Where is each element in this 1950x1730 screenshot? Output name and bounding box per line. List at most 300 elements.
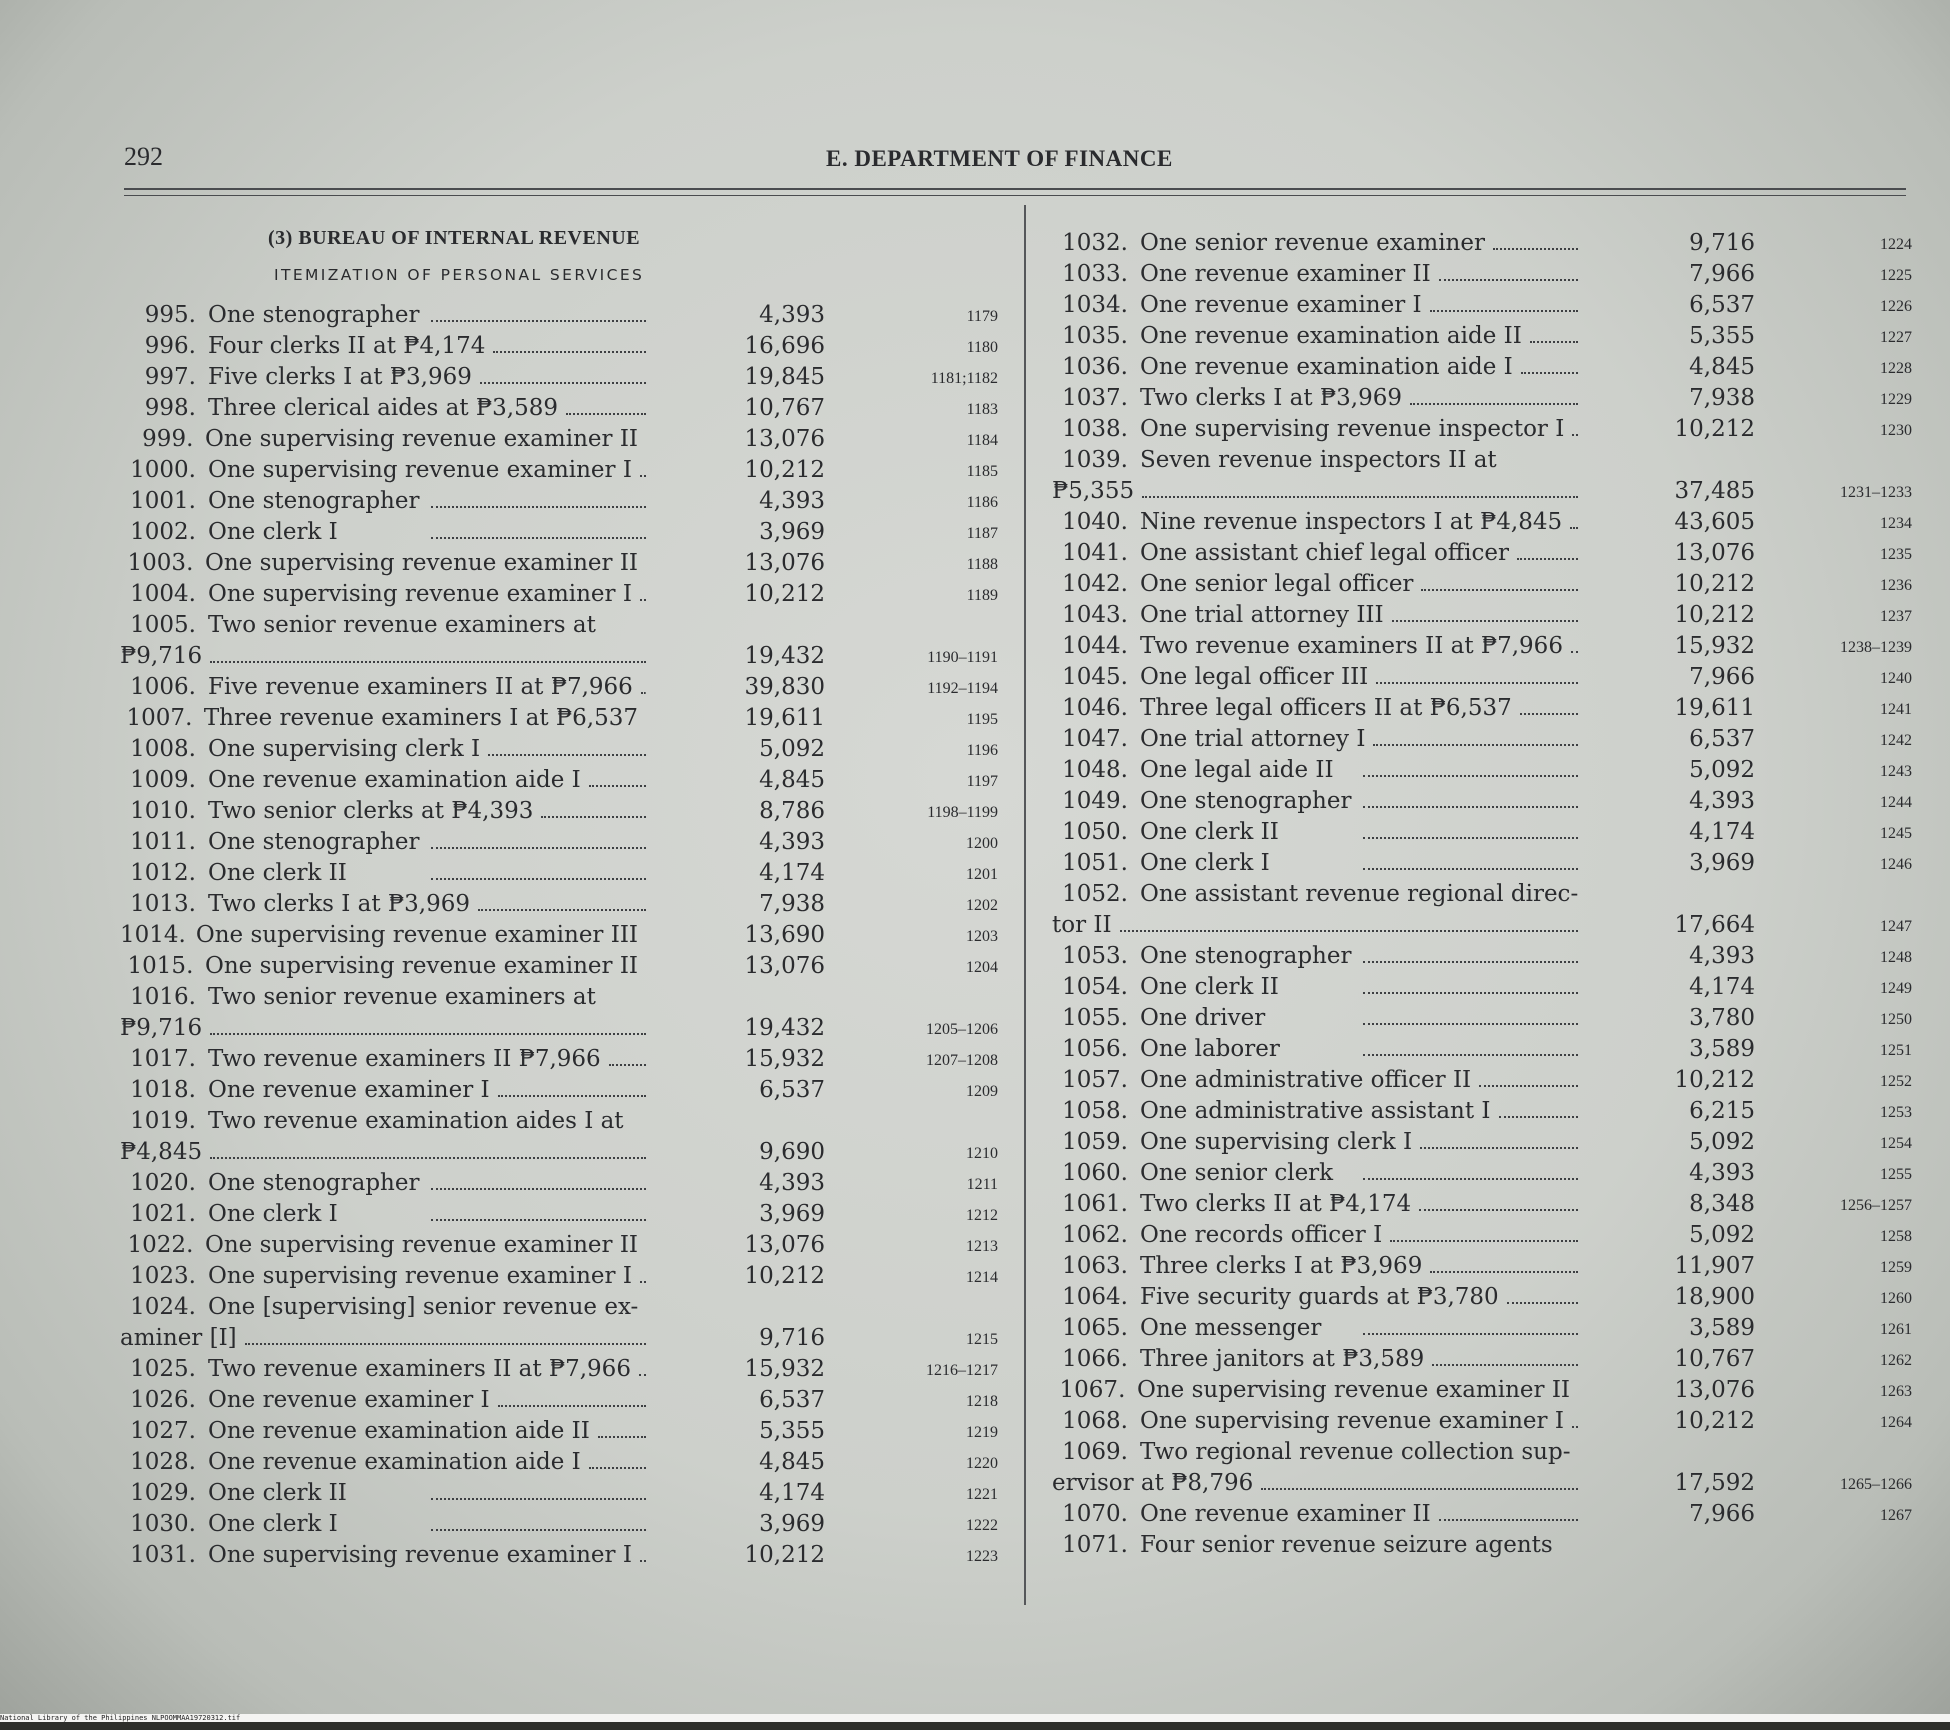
item-description: One revenue examination aide I [1140, 354, 1513, 380]
item-number: 1060. [1062, 1160, 1128, 1186]
item-description: One driver [1140, 1005, 1266, 1031]
item-reference: 1187 [966, 525, 998, 542]
item-description: One assistant chief legal officer [1140, 540, 1509, 566]
leader-dots [1363, 1332, 1578, 1335]
item-description: One supervising revenue examiner II [204, 426, 638, 452]
item-amount: 3,969 [759, 519, 825, 545]
item-number: 1061. [1062, 1191, 1128, 1217]
item-description: Two revenue examiners II at ₱7,966 [208, 1356, 631, 1382]
item-number: 1028. [130, 1449, 196, 1475]
item-amount: 4,393 [759, 488, 825, 514]
item-reference: 1179 [966, 308, 998, 325]
item-number: 1008. [130, 736, 196, 762]
leader-dots [1392, 619, 1578, 622]
item-description: One clerk I [208, 519, 338, 545]
item-amount: 10,212 [744, 457, 825, 483]
item-reference: 1188 [966, 556, 998, 573]
item-amount: 10,767 [744, 395, 825, 421]
item-number: 999. [142, 426, 194, 452]
item-reference: 1241 [1880, 701, 1912, 718]
item-amount: 39,830 [744, 674, 825, 700]
leader-dots [1432, 1363, 1578, 1366]
item-reference: 1195 [966, 711, 998, 728]
item-description: One stenographer [208, 1170, 420, 1196]
item-amount: 5,092 [1689, 1129, 1755, 1155]
item-reference: 1253 [1880, 1104, 1912, 1121]
item-amount: 3,969 [1689, 850, 1755, 876]
leader-dots [1439, 1518, 1578, 1521]
item-amount: 15,932 [1674, 633, 1755, 659]
item-number: 996. [144, 333, 196, 359]
leader-dots [1521, 371, 1578, 374]
leader-dots [1520, 712, 1578, 715]
item-description: One supervising revenue examiner II [204, 550, 638, 576]
item-description: One senior revenue examiner [1140, 230, 1485, 256]
item-reference: 1211 [966, 1176, 998, 1193]
leader-dots [1530, 340, 1578, 343]
item-reference: 1224 [1880, 236, 1912, 253]
item-number: 1022. [127, 1232, 194, 1258]
item-amount: 9,716 [1689, 230, 1755, 256]
leader-dots [1479, 1084, 1578, 1087]
item-reference: 1228 [1880, 360, 1912, 377]
leader-dots [1120, 929, 1578, 932]
header-rule [124, 188, 1906, 190]
item-description: Seven revenue inspectors II at [1140, 447, 1497, 473]
leader-dots [1420, 1146, 1578, 1149]
item-number: 1048. [1062, 757, 1128, 783]
item-description: One supervising revenue examiner II [1136, 1377, 1570, 1403]
item-description: One supervising revenue examiner I [1140, 1408, 1564, 1434]
item-reference: 1215 [966, 1331, 998, 1348]
item-amount: 43,605 [1674, 509, 1755, 535]
item-description: One messenger [1140, 1315, 1322, 1341]
item-description: One senior clerk [1140, 1160, 1334, 1186]
item-reference: 1220 [966, 1455, 998, 1472]
item-description: Three janitors at ₱3,589 [1140, 1346, 1425, 1372]
item-description: One legal aide II [1140, 757, 1334, 783]
item-description: Two clerks I at ₱3,969 [208, 891, 471, 917]
leader-dots [1493, 247, 1578, 250]
item-reference: 1218 [966, 1393, 998, 1410]
item-reference: 1261 [1880, 1321, 1912, 1338]
item-amount: 13,076 [1674, 1377, 1755, 1403]
item-amount: 10,212 [1674, 416, 1755, 442]
item-description: Two regional revenue collection sup- [1140, 1439, 1571, 1465]
item-number: 1041. [1062, 540, 1128, 566]
item-description: One clerk II [1140, 974, 1279, 1000]
item-number: 1065. [1062, 1315, 1128, 1341]
item-reference: 1184 [966, 432, 998, 449]
item-number: 1013. [130, 891, 196, 917]
item-amount: 4,393 [759, 829, 825, 855]
leader-dots [1410, 402, 1578, 405]
item-reference: 1243 [1880, 763, 1912, 780]
item-description: One revenue examiner I [208, 1387, 490, 1413]
item-number: 1039. [1062, 447, 1128, 473]
item-description: One supervising clerk I [208, 736, 481, 762]
leader-dots [1142, 495, 1578, 498]
item-number: 1006. [130, 674, 196, 700]
item-reference: 1227 [1880, 329, 1912, 346]
item-amount: 18,900 [1674, 1284, 1755, 1310]
item-number: 1050. [1062, 819, 1128, 845]
item-description: One administrative assistant I [1140, 1098, 1491, 1124]
item-amount: 6,537 [1689, 726, 1755, 752]
item-amount: 6,537 [759, 1077, 825, 1103]
item-amount: 6,537 [759, 1387, 825, 1413]
leader-dots [1517, 557, 1578, 560]
item-amount: 13,690 [744, 922, 825, 948]
item-amount: 10,212 [1674, 571, 1755, 597]
item-reference: 1237 [1880, 608, 1912, 625]
item-amount: 19,432 [744, 1015, 825, 1041]
item-description: One supervising revenue examiner II [204, 953, 638, 979]
item-amount: 4,174 [759, 1480, 825, 1506]
item-number: 997. [144, 364, 196, 390]
item-reference: 1231–1233 [1840, 484, 1912, 501]
item-description-continued: ₱9,716 [120, 643, 203, 669]
item-number: 1016. [130, 984, 196, 1010]
item-reference: 1212 [966, 1207, 998, 1224]
item-amount: 11,907 [1674, 1253, 1755, 1279]
item-amount: 10,212 [1674, 1408, 1755, 1434]
item-reference: 1181;1182 [930, 370, 998, 387]
item-number: 1004. [130, 581, 196, 607]
item-description: One clerk II [1140, 819, 1279, 845]
item-description: One records officer I [1140, 1222, 1383, 1248]
item-number: 1049. [1062, 788, 1128, 814]
item-number: 1071. [1062, 1532, 1128, 1558]
item-number: 1015. [127, 953, 194, 979]
item-reference: 1207–1208 [926, 1052, 998, 1069]
item-amount: 10,212 [744, 581, 825, 607]
item-description-continued: aminer [I] [120, 1325, 237, 1351]
item-amount: 19,611 [744, 705, 825, 731]
item-number: 1031. [130, 1542, 196, 1568]
section-title: (3) BUREAU OF INTERNAL REVENUE [268, 227, 641, 249]
item-description: Five revenue examiners II at ₱7,966 [208, 674, 633, 700]
item-number: 1038. [1062, 416, 1128, 442]
item-amount: 7,938 [1689, 385, 1755, 411]
item-reference: 1234 [1880, 515, 1912, 532]
item-reference: 1225 [1880, 267, 1912, 284]
item-entry [0, 1530, 1950, 1586]
item-number: 1020. [130, 1170, 196, 1196]
item-amount: 5,092 [759, 736, 825, 762]
item-description: One clerk II [208, 860, 347, 886]
item-amount: 4,393 [759, 302, 825, 328]
item-amount: 13,076 [1674, 540, 1755, 566]
item-description-continued: ₱5,355 [1052, 478, 1135, 504]
item-description-continued: ₱4,845 [120, 1139, 203, 1165]
item-number: 1052. [1062, 881, 1128, 907]
item-reference: 1213 [966, 1238, 998, 1255]
item-number: 1021. [130, 1201, 196, 1227]
item-number: 1045. [1062, 664, 1128, 690]
item-amount: 4,393 [759, 1170, 825, 1196]
item-amount: 5,092 [1689, 757, 1755, 783]
item-reference: 1216–1217 [926, 1362, 998, 1379]
item-description: One supervising revenue examiner I [208, 581, 632, 607]
item-amount: 3,589 [1689, 1315, 1755, 1341]
item-amount: 15,932 [744, 1046, 825, 1072]
item-number: 1056. [1062, 1036, 1128, 1062]
item-number: 1003. [127, 550, 194, 576]
item-amount: 9,716 [759, 1325, 825, 1351]
item-amount: 4,845 [759, 1449, 825, 1475]
item-amount: 10,767 [1674, 1346, 1755, 1372]
item-amount: 7,966 [1689, 1501, 1755, 1527]
item-description: Five security guards at ₱3,780 [1140, 1284, 1499, 1310]
item-description: One trial attorney I [1140, 726, 1366, 752]
item-description: One supervising revenue examiner I [208, 1542, 632, 1568]
item-reference: 1259 [1880, 1259, 1912, 1276]
leader-dots [1507, 1301, 1578, 1304]
item-reference: 1198–1199 [927, 804, 998, 821]
leader-dots [1572, 433, 1578, 436]
item-number: 1036. [1062, 354, 1128, 380]
item-description: One stenographer [208, 829, 420, 855]
item-amount: 4,393 [1689, 943, 1755, 969]
item-amount: 8,786 [759, 798, 825, 824]
item-description: One stenographer [1140, 788, 1352, 814]
leader-dots [1439, 278, 1578, 281]
item-amount: 3,780 [1689, 1005, 1755, 1031]
item-amount: 37,485 [1674, 478, 1755, 504]
leader-dots [1373, 743, 1578, 746]
item-amount: 9,690 [759, 1139, 825, 1165]
item-description: One supervising revenue examiner II [204, 1232, 638, 1258]
item-number: 1058. [1062, 1098, 1128, 1124]
item-reference: 1209 [966, 1083, 998, 1100]
item-description: Three clerks I at ₱3,969 [1140, 1253, 1423, 1279]
item-number: 1054. [1062, 974, 1128, 1000]
item-amount: 16,696 [744, 333, 825, 359]
item-description: One revenue examiner I [1140, 292, 1422, 318]
item-amount: 7,966 [1689, 664, 1755, 690]
item-reference: 1210 [966, 1145, 998, 1162]
item-description: Three clerical aides at ₱3,589 [208, 395, 559, 421]
item-description: Three revenue examiners I at ₱6,537 [203, 705, 638, 731]
item-description: One administrative officer II [1140, 1067, 1472, 1093]
item-number: 1026. [130, 1387, 196, 1413]
item-reference: 1252 [1880, 1073, 1912, 1090]
item-reference: 1238–1239 [1840, 639, 1912, 656]
item-amount: 7,938 [759, 891, 825, 917]
item-description: One clerk I [208, 1201, 338, 1227]
leader-dots [1363, 1022, 1578, 1025]
item-number: 1064. [1062, 1284, 1128, 1310]
leader-dots [1363, 805, 1578, 808]
leader-dots [1571, 650, 1578, 653]
leader-dots [1363, 1177, 1578, 1180]
item-description: One revenue examination aide I [208, 1449, 581, 1475]
item-description: Two senior revenue examiners at [208, 984, 596, 1010]
item-reference: 1264 [1880, 1414, 1912, 1431]
item-amount: 19,845 [744, 364, 825, 390]
item-number: 1024. [130, 1294, 196, 1320]
item-reference: 1180 [966, 339, 998, 356]
item-number: 1029. [130, 1480, 196, 1506]
item-number: 1042. [1062, 571, 1128, 597]
item-description: Two clerks II at ₱4,174 [1140, 1191, 1412, 1217]
item-amount: 8,348 [1689, 1191, 1755, 1217]
item-description: One [supervising] senior revenue ex- [208, 1294, 639, 1320]
leader-dots [1363, 991, 1578, 994]
item-number: 998. [144, 395, 196, 421]
item-reference: 1183 [966, 401, 998, 418]
item-reference: 1190–1191 [927, 649, 998, 666]
item-description: Four clerks II at ₱4,174 [208, 333, 486, 359]
item-reference: 1263 [1880, 1383, 1912, 1400]
item-number: 1011. [130, 829, 196, 855]
item-number: 1068. [1062, 1408, 1128, 1434]
item-reference: 1235 [1880, 546, 1912, 563]
item-number: 1025. [130, 1356, 196, 1382]
item-description: One supervising revenue examiner I [208, 457, 632, 483]
item-reference: 1246 [1880, 856, 1912, 873]
item-reference: 1254 [1880, 1135, 1912, 1152]
item-description: One clerk II [208, 1480, 347, 1506]
item-reference: 1236 [1880, 577, 1912, 594]
item-description: Three legal officers II at ₱6,537 [1140, 695, 1512, 721]
item-amount: 4,174 [1689, 974, 1755, 1000]
section-subtitle: ITEMIZATION OF PERSONAL SERVICES [274, 266, 645, 284]
item-description: One supervising clerk I [1140, 1129, 1413, 1155]
item-amount: 3,589 [1689, 1036, 1755, 1062]
item-description: Two senior revenue examiners at [208, 612, 596, 638]
item-reference: 1249 [1880, 980, 1912, 997]
item-amount: 10,212 [744, 1542, 825, 1568]
item-description: Two revenue examiners II at ₱7,966 [1140, 633, 1563, 659]
item-number: 1067. [1059, 1377, 1126, 1403]
item-number: 1012. [130, 860, 196, 886]
item-number: 1002. [130, 519, 196, 545]
running-title: E. DEPARTMENT OF FINANCE [826, 146, 1173, 171]
item-amount: 4,393 [1689, 788, 1755, 814]
item-reference: 1223 [966, 1548, 998, 1565]
item-description: Two senior clerks at ₱4,393 [208, 798, 534, 824]
item-number: 1001. [130, 488, 196, 514]
leader-dots [1376, 681, 1578, 684]
leader-dots [1572, 1425, 1578, 1428]
item-amount: 19,611 [1674, 695, 1755, 721]
item-description: One revenue examination aide II [208, 1418, 590, 1444]
item-description: One senior legal officer [1140, 571, 1414, 597]
item-reference: 1205–1206 [926, 1021, 998, 1038]
item-description: One clerk I [208, 1511, 338, 1537]
item-number: 1069. [1062, 1439, 1128, 1465]
leader-dots [1390, 1239, 1578, 1242]
item-description: One clerk I [1140, 850, 1270, 876]
item-reference: 1201 [966, 866, 998, 883]
leader-dots [1363, 836, 1578, 839]
item-amount: 3,969 [759, 1511, 825, 1537]
item-reference: 1229 [1880, 391, 1912, 408]
item-amount: 5,355 [1689, 323, 1755, 349]
item-number: 1032. [1062, 230, 1128, 256]
item-number: 1019. [130, 1108, 196, 1134]
item-description: One stenographer [1140, 943, 1352, 969]
item-reference: 1203 [966, 928, 998, 945]
item-number: 1059. [1062, 1129, 1128, 1155]
item-amount: 5,092 [1689, 1222, 1755, 1248]
item-number: 1030. [130, 1511, 196, 1537]
item-description: One supervising revenue examiner I [208, 1263, 632, 1289]
item-reference: 1251 [1880, 1042, 1912, 1059]
item-reference: 1221 [966, 1486, 998, 1503]
item-description: One supervising revenue examiner III [195, 922, 638, 948]
scan-stamp: National Library of the Philippines NLPOOMMAA19720312.tif [0, 1714, 1950, 1722]
item-description: One assistant revenue regional direc- [1140, 881, 1579, 907]
item-reference: 1204 [966, 959, 998, 976]
item-number: 1018. [130, 1077, 196, 1103]
item-amount: 4,845 [759, 767, 825, 793]
leader-dots [1570, 526, 1578, 529]
item-reference: 1248 [1880, 949, 1912, 966]
item-number: 1033. [1062, 261, 1128, 287]
item-description: One stenographer [208, 302, 420, 328]
item-amount: 13,076 [744, 1232, 825, 1258]
item-number: 1053. [1062, 943, 1128, 969]
item-reference: 1185 [966, 463, 998, 480]
item-number: 1063. [1062, 1253, 1128, 1279]
leader-dots [1430, 1270, 1578, 1273]
item-amount: 4,174 [759, 860, 825, 886]
item-amount: 4,393 [1689, 1160, 1755, 1186]
item-amount: 19,432 [744, 643, 825, 669]
item-reference: 1226 [1880, 298, 1912, 315]
item-number: 995. [144, 302, 196, 328]
item-amount: 13,076 [744, 953, 825, 979]
item-amount: 4,174 [1689, 819, 1755, 845]
item-number: 1005. [130, 612, 196, 638]
item-description: Two revenue examination aides I at [208, 1108, 624, 1134]
item-description: Nine revenue inspectors I at ₱4,845 [1140, 509, 1563, 535]
item-amount: 3,969 [759, 1201, 825, 1227]
item-amount: 17,664 [1674, 912, 1755, 938]
item-reference: 1192–1194 [927, 680, 998, 697]
leader-dots [1363, 867, 1578, 870]
item-number: 1062. [1062, 1222, 1128, 1248]
item-amount: 17,592 [1674, 1470, 1755, 1496]
item-number: 1009. [130, 767, 196, 793]
item-reference: 1230 [1880, 422, 1912, 439]
page-number: 292 [124, 142, 163, 171]
item-description: One revenue examiner I [208, 1077, 490, 1103]
item-number: 1007. [126, 705, 193, 731]
item-number: 1037. [1062, 385, 1128, 411]
item-number: 1044. [1062, 633, 1128, 659]
item-description: Four senior revenue seizure agents [1140, 1532, 1553, 1558]
item-number: 1035. [1062, 323, 1128, 349]
item-description: One laborer [1140, 1036, 1280, 1062]
item-description-continued: ervisor at ₱8,796 [1052, 1470, 1254, 1496]
item-amount: 13,076 [744, 550, 825, 576]
item-number: 1051. [1062, 850, 1128, 876]
item-reference: 1186 [966, 494, 998, 511]
item-description-continued: ₱9,716 [120, 1015, 203, 1041]
item-reference: 1189 [966, 587, 998, 604]
item-number: 1057. [1062, 1067, 1128, 1093]
item-reference: 1244 [1880, 794, 1912, 811]
item-description: One revenue examiner II [1140, 261, 1431, 287]
leader-dots [1363, 960, 1578, 963]
item-reference: 1242 [1880, 732, 1912, 749]
item-reference: 1214 [966, 1269, 998, 1286]
item-description: One stenographer [208, 488, 420, 514]
